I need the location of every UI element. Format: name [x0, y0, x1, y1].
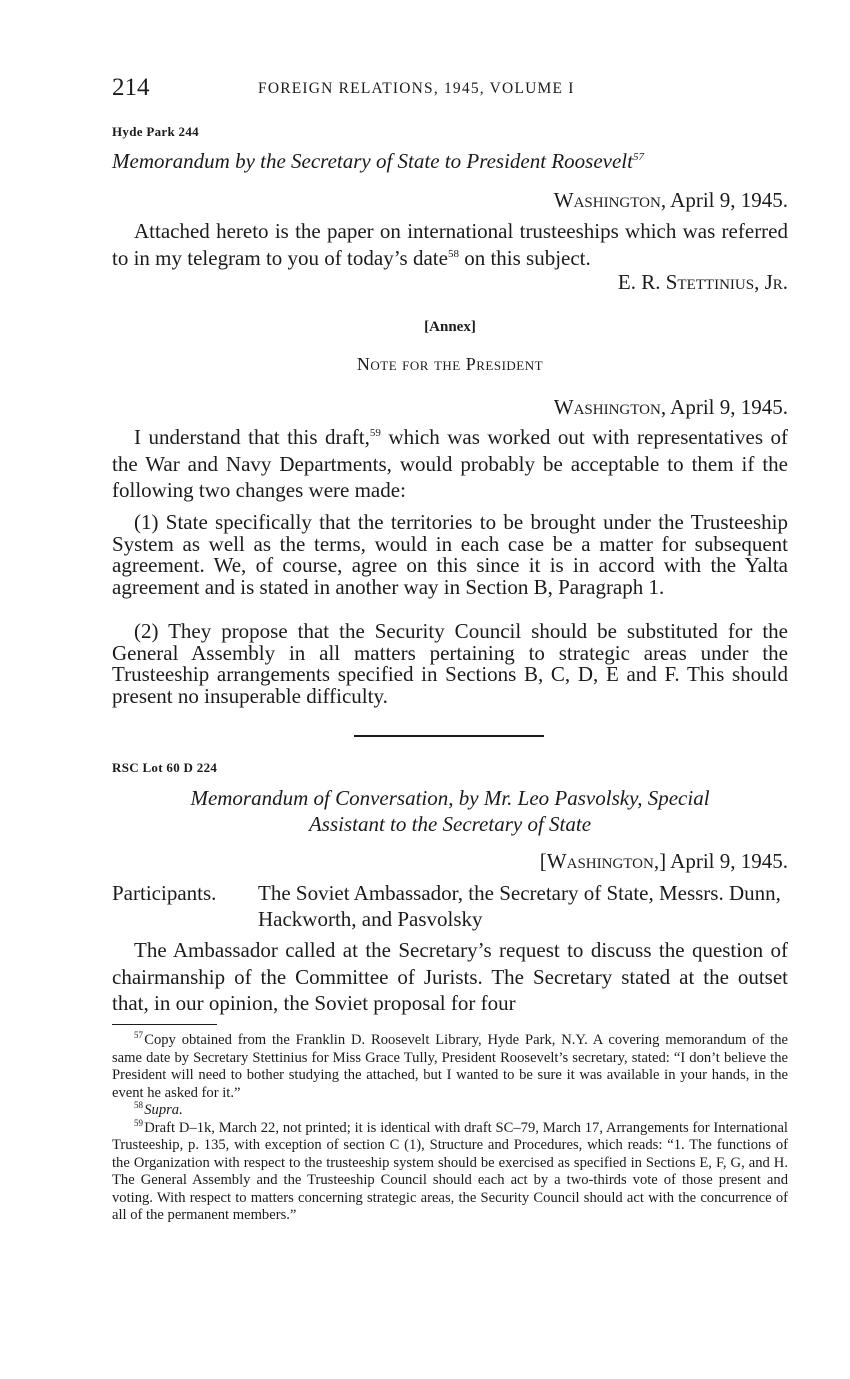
- section-divider: [354, 735, 544, 737]
- doc1-body-a: Attached hereto is the paper on international trusteeships which was referred to in my telegram to you of today’s date: [112, 219, 788, 270]
- doc1-signature: E. R. Stettinius, Jr.: [617, 270, 788, 294]
- doc2-source: RSC Lot 60 D 224: [112, 760, 218, 775]
- annex-item-2: (2) They propose that the Security Council should be substituted for the General Assembly in all matters pertaining to strategic areas under the Trusteeship arrangements specified in Sections B, C, D, E and F. This should present no insuperable difficulty.: [112, 619, 788, 708]
- doc1-source: Hyde Park 244: [112, 124, 199, 139]
- footnotes: [112, 1032, 788, 1225]
- annex-title: Note for the President: [356, 354, 544, 374]
- footnote-text: Copy obtained from the Franklin D. Roosevelt Library, Hyde Park, N.Y. A covering memorandum of the same date by Secretary Stettinius for Miss Grace Tully, President Roosevelt’s secretary, stated: “I don’t believe the President will need to bother studying the attached, but I wanted to be sure it was available in your hands, in the event he asked for it.”: [112, 1032, 788, 1101]
- annex-label: [Annex]: [424, 319, 476, 335]
- doc1-date: , April 9, 1945.: [660, 188, 788, 212]
- doc2-place: [Washington,]: [539, 849, 667, 873]
- running-head: FOREIGN RELATIONS, 1945, VOLUME I: [258, 80, 575, 97]
- doc1-place: Washington: [553, 188, 661, 212]
- doc2-date: April 9, 1945.: [666, 849, 788, 873]
- doc1-title-text: Memorandum by the Secretary of State to President Roosevelt: [112, 149, 633, 173]
- footnote-57: [112, 1032, 788, 1102]
- doc1-dateline: [112, 188, 788, 213]
- annex-para1-a: I understand that this draft,: [134, 425, 370, 449]
- annex-para1-b: which was worked out with representatives of the War and Navy Departments, would probably be acceptable to them if the following two changes were made:: [112, 425, 788, 502]
- page-number: 214: [112, 74, 150, 101]
- doc1-body: [112, 218, 788, 271]
- footnote-rule: [112, 1024, 217, 1025]
- footnote-58: [112, 1102, 788, 1120]
- footnote-mark: 59: [134, 1117, 143, 1128]
- annex-item-1: (1) State specifically that the territories to be brought under the Trusteeship System as well as the terms, would in each case be a matter for subsequent agreement. We, of course, agree on this since it is in accord with the Yalta agreement and is stated in another way in Section B, Paragraph 1.: [112, 510, 788, 599]
- doc2-title: [112, 785, 788, 837]
- doc2-title-line1: Memorandum of Conversation, by Mr. Leo Pasvolsky, Special: [190, 786, 710, 810]
- footnote-mark: 58: [134, 1100, 143, 1111]
- annex-para1: [112, 424, 788, 504]
- footnote-ref-58: 58: [447, 247, 459, 260]
- doc1-body-b: on this subject.: [458, 245, 591, 270]
- annex-place: Washington: [553, 395, 661, 419]
- participants-label: Participants.: [112, 881, 217, 905]
- footnote-text: Supra.: [144, 1102, 183, 1118]
- doc1-title: [112, 148, 788, 174]
- participants-text: The Soviet Ambassador, the Secretary of State, Messrs. Dunn, Hackworth, and Pasvolsky: [258, 881, 781, 931]
- annex-date: , April 9, 1945.: [660, 395, 788, 419]
- page-header: [112, 74, 788, 104]
- footnote-59: [112, 1117, 788, 1225]
- doc2-dateline: [112, 849, 788, 874]
- footnote-text: Draft D–1k, March 22, not printed; it is identical with draft SC–79, March 17, Arrangements for International Trusteeship, p. 135, with exception of section C (1), Structure and Procedures, which reads: “1. The functions of the Organization with respect to the trusteeship system should be exercised as specified in Sections E, F, G, and H. The General Assembly and the Trusteeship Council should each act by a two-thirds vote of those present and voting. With respect to matters concerning strategic areas, the Security Council should act with the concurrence of all of the permanent members.”: [112, 1119, 788, 1223]
- footnote-mark: 57: [134, 1030, 143, 1041]
- footnote-ref-57: 57: [632, 151, 644, 163]
- doc2-body: The Ambassador called at the Secretary’s request to discuss the question of chairmanship of the Committee of Jurists. The Secretary stated at the outset that, in our opinion, the Soviet proposal for four: [112, 938, 788, 1015]
- footnote-ref-59: 59: [369, 427, 381, 439]
- annex-dateline: [112, 395, 788, 420]
- doc2-title-line2: Assistant to the Secretary of State: [308, 812, 592, 836]
